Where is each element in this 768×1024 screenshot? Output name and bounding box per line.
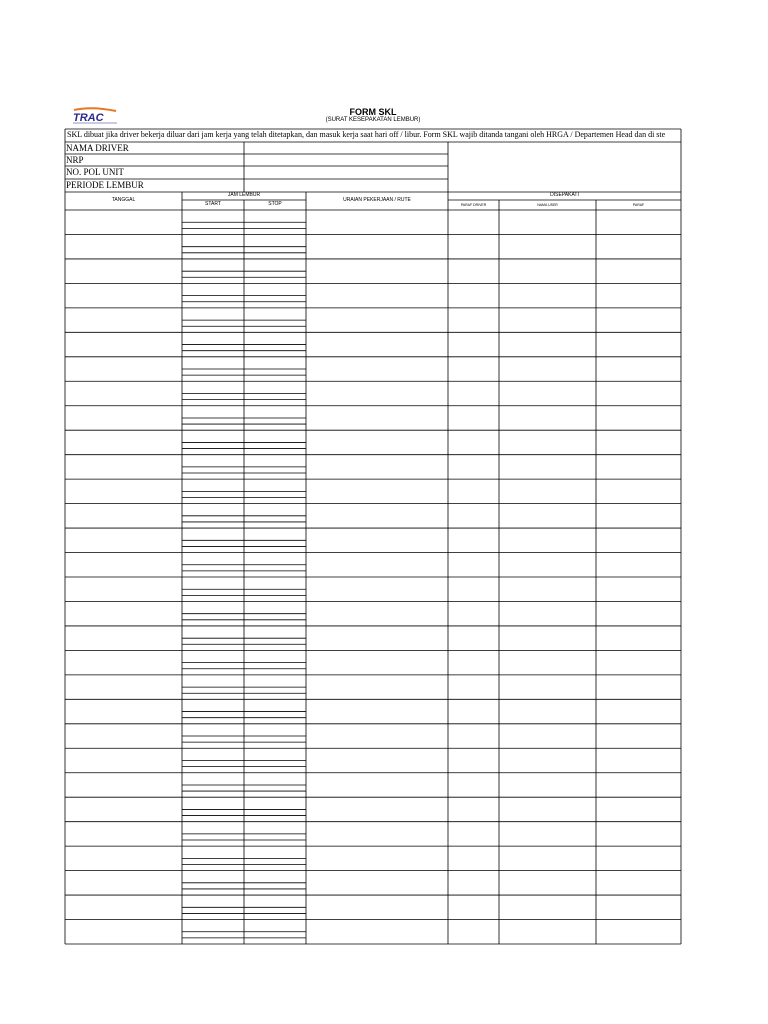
col-header-tanggal: TANGGAL xyxy=(111,197,136,203)
col-header-paraf: PARAF xyxy=(632,203,645,207)
svg-text:TRAC: TRAC xyxy=(73,112,104,124)
form-title: FORM SKL xyxy=(349,107,397,117)
group-header-jam-lembur: JAM LEMBUR xyxy=(227,192,261,198)
info-label-periode-lembur: PERIODE LEMBUR xyxy=(66,180,144,190)
col-header-paraf-driver: PARAF DRIVER xyxy=(460,203,487,207)
info-label-nrp: NRP xyxy=(66,155,84,165)
col-header-stop: STOP xyxy=(268,201,282,207)
col-header-nama-user: NAMA USER xyxy=(537,203,558,207)
col-header-start: START xyxy=(205,201,221,207)
col-header-uraian: URAIAN PEKERJAAN / RUTE xyxy=(343,197,411,203)
info-label-nama-driver: NAMA DRIVER xyxy=(66,143,129,153)
form-subtitle: (SURAT KESEPAKATAN LEMBUR) xyxy=(325,117,421,123)
group-header-disepakati: DISEPAKATI xyxy=(550,192,579,198)
info-label-no-pol-unit: NO. POL UNIT xyxy=(66,167,124,177)
instruction-note: SKL dibuat jika driver bekerja diluar dari jam kerja yang telah ditetapkan, dan masuk kerja saat hari off / libur. Form SKL wajib ditanda tangani oleh HRGA / Departemen Head dan di ste xyxy=(67,130,666,139)
